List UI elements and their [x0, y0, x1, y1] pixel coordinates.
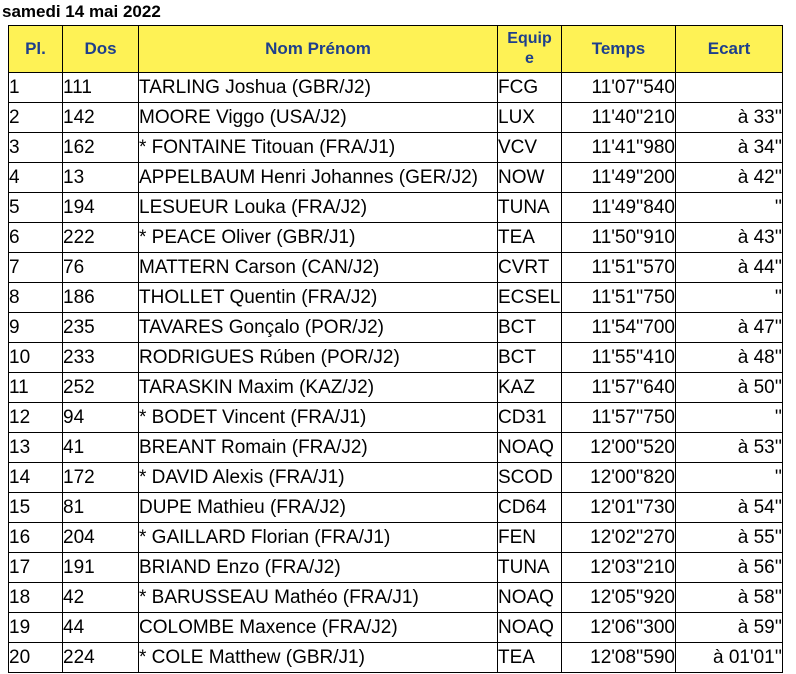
name-cell: THOLLET Quentin (FRA/J2) — [139, 283, 498, 313]
place-cell: 20 — [9, 643, 63, 673]
table-row — [9, 343, 783, 373]
results-table — [8, 25, 783, 673]
bib-cell: 142 — [63, 103, 139, 133]
gap-cell: à 34'' — [676, 133, 783, 163]
table-row — [9, 193, 783, 223]
team-cell: TEA — [498, 223, 562, 253]
header-team-line1: Equip — [507, 30, 552, 47]
time-cell: 11'57''750 — [562, 403, 676, 433]
name-cell: * GAILLARD Florian (FRA/J1) — [139, 523, 498, 553]
place-cell: 3 — [9, 133, 63, 163]
bib-cell: 204 — [63, 523, 139, 553]
team-cell: NOAQ — [498, 583, 562, 613]
time-cell: 12'03''210 — [562, 553, 676, 583]
time-cell: 12'00''820 — [562, 463, 676, 493]
gap-cell: à 56'' — [676, 553, 783, 583]
time-cell: 12'02''270 — [562, 523, 676, 553]
name-cell: APPELBAUM Henri Johannes (GER/J2) — [139, 163, 498, 193]
place-cell: 10 — [9, 343, 63, 373]
bib-cell: 162 — [63, 133, 139, 163]
table-row — [9, 433, 783, 463]
bib-cell: 13 — [63, 163, 139, 193]
name-cell: TARLING Joshua (GBR/J2) — [139, 73, 498, 103]
team-cell: NOAQ — [498, 613, 562, 643]
team-cell: NOAQ — [498, 433, 562, 463]
table-row — [9, 283, 783, 313]
table-row — [9, 163, 783, 193]
name-cell: * DAVID Alexis (FRA/J1) — [139, 463, 498, 493]
name-cell: COLOMBE Maxence (FRA/J2) — [139, 613, 498, 643]
team-cell: TUNA — [498, 553, 562, 583]
bib-cell: 44 — [63, 613, 139, 643]
race-date: samedi 14 mai 2022 — [2, 2, 161, 21]
gap-cell: '' — [676, 193, 783, 223]
name-cell: * BODET Vincent (FRA/J1) — [139, 403, 498, 433]
gap-cell: à 54'' — [676, 493, 783, 523]
team-cell: FCG — [498, 73, 562, 103]
bib-cell: 222 — [63, 223, 139, 253]
table-row — [9, 463, 783, 493]
bib-cell: 41 — [63, 433, 139, 463]
bib-cell: 235 — [63, 313, 139, 343]
name-cell: RODRIGUES Rúben (POR/J2) — [139, 343, 498, 373]
team-cell: CD64 — [498, 493, 562, 523]
results-body — [9, 73, 783, 673]
place-cell: 12 — [9, 403, 63, 433]
place-cell: 13 — [9, 433, 63, 463]
team-cell: BCT — [498, 313, 562, 343]
gap-cell: à 33'' — [676, 103, 783, 133]
table-row — [9, 373, 783, 403]
time-cell: 11'40''210 — [562, 103, 676, 133]
place-cell: 17 — [9, 553, 63, 583]
time-cell: 11'07''540 — [562, 73, 676, 103]
time-cell: 12'00''520 — [562, 433, 676, 463]
bib-cell: 76 — [63, 253, 139, 283]
time-cell: 11'51''570 — [562, 253, 676, 283]
table-row — [9, 643, 783, 673]
place-cell: 2 — [9, 103, 63, 133]
team-cell: SCOD — [498, 463, 562, 493]
team-cell: VCV — [498, 133, 562, 163]
table-row — [9, 103, 783, 133]
bib-cell: 191 — [63, 553, 139, 583]
gap-cell: à 42'' — [676, 163, 783, 193]
time-cell: 11'41''980 — [562, 133, 676, 163]
gap-cell: à 50'' — [676, 373, 783, 403]
name-cell: * COLE Matthew (GBR/J1) — [139, 643, 498, 673]
gap-cell: à 53'' — [676, 433, 783, 463]
place-cell: 16 — [9, 523, 63, 553]
bib-cell: 111 — [63, 73, 139, 103]
table-row — [9, 403, 783, 433]
bib-cell: 186 — [63, 283, 139, 313]
gap-cell: à 44'' — [676, 253, 783, 283]
place-cell: 1 — [9, 73, 63, 103]
table-row — [9, 523, 783, 553]
header-place: Pl. — [9, 26, 63, 73]
bib-cell: 233 — [63, 343, 139, 373]
place-cell: 7 — [9, 253, 63, 283]
place-cell: 14 — [9, 463, 63, 493]
time-cell: 11'50''910 — [562, 223, 676, 253]
name-cell: * FONTAINE Titouan (FRA/J1) — [139, 133, 498, 163]
time-cell: 11'55''410 — [562, 343, 676, 373]
place-cell: 8 — [9, 283, 63, 313]
team-cell: CD31 — [498, 403, 562, 433]
time-cell: 11'57''640 — [562, 373, 676, 403]
place-cell: 4 — [9, 163, 63, 193]
gap-cell: à 48'' — [676, 343, 783, 373]
place-cell: 9 — [9, 313, 63, 343]
table-row — [9, 133, 783, 163]
name-cell: MATTERN Carson (CAN/J2) — [139, 253, 498, 283]
time-cell: 12'05''920 — [562, 583, 676, 613]
name-cell: TARASKIN Maxim (KAZ/J2) — [139, 373, 498, 403]
name-cell: BRIAND Enzo (FRA/J2) — [139, 553, 498, 583]
gap-cell: à 47'' — [676, 313, 783, 343]
team-cell: TEA — [498, 643, 562, 673]
gap-cell: '' — [676, 283, 783, 313]
table-row — [9, 583, 783, 613]
bib-cell: 252 — [63, 373, 139, 403]
header-name: Nom Prénom — [139, 26, 498, 73]
table-header-row — [9, 26, 783, 73]
time-cell: 11'51''750 — [562, 283, 676, 313]
gap-cell: '' — [676, 463, 783, 493]
table-row — [9, 253, 783, 283]
team-cell: FEN — [498, 523, 562, 553]
gap-cell: à 59'' — [676, 613, 783, 643]
team-cell: KAZ — [498, 373, 562, 403]
name-cell: BREANT Romain (FRA/J2) — [139, 433, 498, 463]
table-row — [9, 313, 783, 343]
name-cell: LESUEUR Louka (FRA/J2) — [139, 193, 498, 223]
table-row — [9, 613, 783, 643]
bib-cell: 81 — [63, 493, 139, 523]
header-bib: Dos — [63, 26, 139, 73]
header-team-line2: e — [525, 50, 534, 67]
name-cell: MOORE Viggo (USA/J2) — [139, 103, 498, 133]
team-cell: CVRT — [498, 253, 562, 283]
gap-cell: à 01'01'' — [676, 643, 783, 673]
place-cell: 6 — [9, 223, 63, 253]
table-row — [9, 223, 783, 253]
team-cell: ECSEL — [498, 283, 562, 313]
name-cell: * PEACE Oliver (GBR/J1) — [139, 223, 498, 253]
table-row — [9, 553, 783, 583]
team-cell: LUX — [498, 103, 562, 133]
gap-cell: '' — [676, 403, 783, 433]
gap-cell: à 58'' — [676, 583, 783, 613]
time-cell: 12'08''590 — [562, 643, 676, 673]
table-row — [9, 493, 783, 523]
bib-cell: 94 — [63, 403, 139, 433]
name-cell: DUPE Mathieu (FRA/J2) — [139, 493, 498, 523]
place-cell: 15 — [9, 493, 63, 523]
place-cell: 11 — [9, 373, 63, 403]
time-cell: 11'54''700 — [562, 313, 676, 343]
time-cell: 12'06''300 — [562, 613, 676, 643]
header-gap: Ecart — [676, 26, 783, 73]
time-cell: 11'49''840 — [562, 193, 676, 223]
place-cell: 5 — [9, 193, 63, 223]
bib-cell: 224 — [63, 643, 139, 673]
gap-cell: à 43'' — [676, 223, 783, 253]
team-cell: TUNA — [498, 193, 562, 223]
gap-cell — [676, 73, 783, 103]
name-cell: * BARUSSEAU Mathéo (FRA/J1) — [139, 583, 498, 613]
place-cell: 18 — [9, 583, 63, 613]
time-cell: 11'49''200 — [562, 163, 676, 193]
bib-cell: 194 — [63, 193, 139, 223]
gap-cell: à 55'' — [676, 523, 783, 553]
time-cell: 12'01''730 — [562, 493, 676, 523]
bib-cell: 42 — [63, 583, 139, 613]
team-cell: BCT — [498, 343, 562, 373]
place-cell: 19 — [9, 613, 63, 643]
bib-cell: 172 — [63, 463, 139, 493]
header-time: Temps — [562, 26, 676, 73]
table-row — [9, 73, 783, 103]
team-cell: NOW — [498, 163, 562, 193]
name-cell: TAVARES Gonçalo (POR/J2) — [139, 313, 498, 343]
header-team — [498, 26, 562, 73]
